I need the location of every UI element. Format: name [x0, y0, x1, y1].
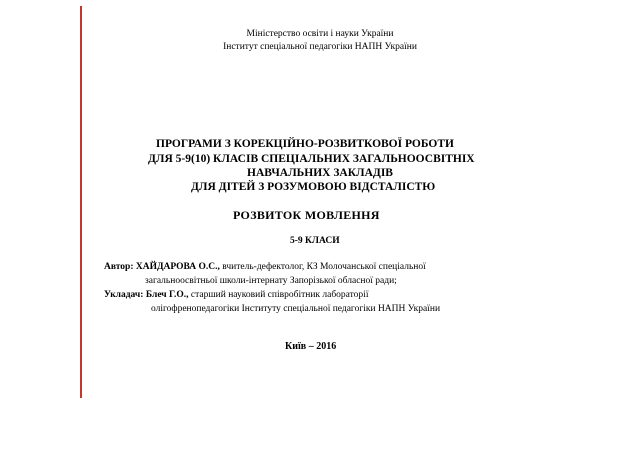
title-line-4: ДЛЯ ДІТЕЙ З РОЗУМОВОЮ ВІДСТАЛІСТЮ: [191, 181, 436, 193]
ministry-line: Міністерство освіти і науки України: [246, 29, 394, 39]
institute-line: Інститут спеціальної педагогіки НАПН України: [223, 42, 417, 52]
author-line: [104, 262, 426, 272]
compiler-description: старший науковий співробітник лабораторії: [188, 290, 369, 300]
author-description-cont: загальноосвітньої школи-інтернату Запорізької обласної ради;: [145, 276, 397, 286]
city-year: Київ – 2016: [285, 341, 337, 352]
compiler-description-cont: олігофренопедагогіки Інституту спеціальної педагогіки НАПН України: [151, 304, 441, 314]
compiler-label: Укладач:: [104, 290, 144, 300]
title-line-1: ПРОГРАМИ З КОРЕКЦІЙНО-РОЗВИТКОВОЇ РОБОТИ: [156, 138, 454, 150]
compiler-line: [104, 290, 368, 300]
grades-label: 5-9 КЛАСИ: [290, 236, 340, 246]
margin-line: [80, 6, 82, 398]
author-description: вчитель-дефектолог, КЗ Молочанської спеціальної: [219, 262, 426, 272]
author-name: ХАЙДАРОВА О.С.,: [135, 262, 220, 272]
compiler-name: Блеч Г.О.,: [145, 290, 189, 300]
title-line-2: ДЛЯ 5-9(10) КЛАСІВ СПЕЦІАЛЬНИХ ЗАГАЛЬНООСВІТНІХ: [148, 153, 475, 165]
author-label: Автор:: [104, 262, 134, 272]
subject-title: РОЗВИТОК МОВЛЕННЯ: [233, 208, 380, 222]
title-line-3: НАВЧАЛЬНИХ ЗАКЛАДІВ: [247, 167, 393, 179]
